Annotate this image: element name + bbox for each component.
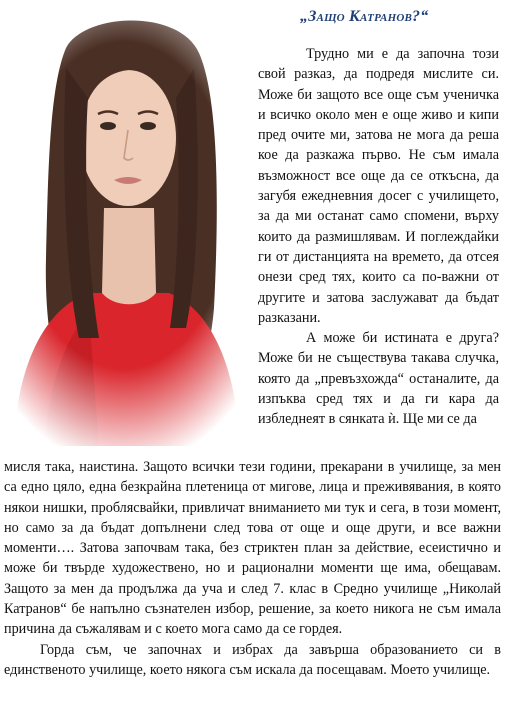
paragraph: Трудно ми е да започна този свой разказ, да подредя мислите си. Може би защото все още съм ученичка и всичко около мен е още живо и кипи пред очите ми, затова не мога да реша кое да разкажа първо. Не съм имала възможност все още да се откъсна, да загубя ежедневния досег с училището, за да ми останат само спомени, върху които да размишлявам. И поглеждайки ги от дистанцията на времето, да отсея онези сред тях, които са по-важни от другите и затова заслужават да бъдат разказани. (258, 46, 499, 326)
paragraph: мисля така, наистина. Защото всички тези години, прекарани в училище, за мен са едно цяло, една безкрайна плетеница от мигове, лица и преживявания, в която някои нишки, проблясвайки, привличат вниманието ми тук и сега, в този момент, но само за да бъдат допълнени след това от още и още други, и все важни моменти…. Затова започвам така, без стриктен план за действие, есеистично и може би твърде художествено, но и рационални моменти ще има, обещавам. Защото за мен да продължа да уча и след 7. клас в Средно училище „Николай Катранов“ бе напълно съзнателен избор, решение, за което никога не съм имала причина да съжалявам и с което мога само да се гордея. (4, 459, 501, 638)
paragraph: Горда съм, че започнах и избрах да завърша образованието си в единственото училище, което някога съм искала да посещавам. Моето училище. (4, 641, 501, 678)
text-column (258, 44, 499, 430)
portrait-photo (4, 8, 244, 446)
paragraph: А може би истината е друга? Може би не съществува такава случка, която да „превъзхожда“ останалите, да изпъква сред тях и да ги кара да избледнеят в сянката ѝ. Ще ми се да (258, 330, 499, 428)
text-full-width (4, 457, 501, 680)
article-title: „Защо Катранов?“ (300, 8, 429, 25)
